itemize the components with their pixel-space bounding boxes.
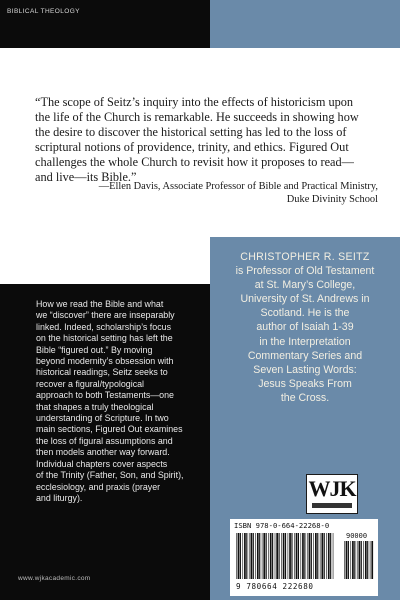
barcode-bar [272, 533, 273, 579]
barcode-bar [352, 541, 354, 579]
blurb-line: understanding of Scripture. In two [36, 413, 169, 424]
barcode-bar [236, 533, 237, 579]
barcode-bar [350, 541, 351, 579]
quote-line: and live—its Bible.” [35, 169, 137, 184]
barcode-bar [288, 533, 289, 579]
barcode-bar [296, 533, 298, 579]
quote-line: challenges the whole Church to revisit how it proposes to read— [35, 154, 354, 169]
attribution-affiliation: Duke Divinity School [286, 194, 378, 206]
barcode-bar [321, 533, 323, 579]
barcode-bar [270, 533, 272, 579]
barcode-bar [259, 533, 260, 579]
barcode-bar [317, 533, 318, 579]
quote-line: the life of the Church is remarkable. He succeeds in showing how [35, 109, 359, 124]
barcode-bar [315, 533, 317, 579]
barcode-bar [275, 533, 276, 579]
barcode-bar [257, 533, 259, 579]
blurb-line: of the Trinity (Father, Son, and Spirit), [36, 470, 184, 481]
barcode-bar [276, 533, 278, 579]
barcode-bars [236, 533, 336, 579]
barcode-bar [249, 533, 250, 579]
blurb-line: beyond modernity’s obsession with [36, 356, 174, 367]
author-bio-line: author of Isaiah 1-39 [256, 321, 354, 334]
blurb-line: and liturgy). [36, 492, 83, 503]
barcode-bar [309, 533, 311, 579]
barcode-bar [289, 533, 291, 579]
barcode-bar [326, 533, 327, 579]
barcode-bar [255, 533, 256, 579]
blurb-line: How we read the Bible and what [36, 299, 164, 309]
author-bio-line: the Cross. [280, 391, 330, 404]
author-name: CHRISTOPHER R. SEITZ [240, 251, 370, 263]
blurb-line: main sections, Figured Out examines [36, 424, 183, 435]
barcode-bar [328, 533, 330, 579]
blurb-line: the loss of figural assumptions and [36, 435, 173, 446]
book-description [36, 299, 204, 504]
barcode-bar [238, 533, 240, 579]
publisher-logo [306, 474, 358, 514]
barcode-bar [285, 533, 286, 579]
barcode-bar [242, 533, 243, 579]
barcode-bar [370, 541, 371, 579]
blurb-line: on the historical setting has left the [36, 333, 173, 344]
quote-line: the desire to discover the historical setting has led to the loss of [35, 124, 347, 139]
blurb-line: Bible “figured out.” By moving [36, 344, 153, 355]
author-bio-line: in the Interpretation [259, 335, 351, 348]
price-code: 90000 [346, 532, 368, 540]
barcode-bar [279, 533, 280, 579]
barcode-bar [263, 533, 265, 579]
author-bio-line: University of St. Andrews in [240, 293, 370, 306]
publisher-logo-mark: WJK [308, 476, 356, 501]
author-bio-line: at St. Mary’s College, [254, 279, 356, 292]
barcode-bar [266, 533, 267, 579]
barcode-bar [281, 533, 282, 579]
blurb-line: approach to both Testaments—one [36, 390, 174, 401]
barcode-bar [324, 533, 325, 579]
quote-attribution [48, 180, 378, 206]
barcode-bar [357, 541, 358, 579]
blurb-line: then models another way forward. [36, 447, 170, 458]
attribution-name: —Ellen Davis, Associate Professor of Bible and Practical Ministry, [98, 181, 378, 192]
barcode-bar [367, 541, 368, 579]
barcode-bar [361, 541, 362, 579]
barcode-bar [320, 533, 321, 579]
barcode-addon-bars [344, 541, 374, 579]
barcode-bar [354, 541, 355, 579]
barcode-bar [301, 533, 302, 579]
author-bio-line: Commentary Series and [247, 349, 363, 362]
blurb-line: recover a figural/typological [36, 378, 145, 389]
barcode-bar [346, 541, 348, 579]
barcode-bar [246, 533, 247, 579]
author-bio-line: Seven Lasting Words: [253, 363, 357, 376]
barcode-bar [333, 533, 334, 579]
barcode-bar [244, 533, 246, 579]
barcode-bar [359, 541, 361, 579]
top-black-band [0, 0, 210, 48]
series-label: BIBLICAL THEOLOGY [7, 8, 80, 15]
blurb-line: linked. Indeed, scholarship’s focus [36, 321, 172, 332]
author-bio [214, 250, 396, 405]
publisher-url: www.wjkacademic.com [18, 575, 91, 582]
barcode-bar [283, 533, 285, 579]
author-bio-line: Scotland. He is the [260, 307, 350, 320]
barcode-bar [330, 533, 331, 579]
isbn-text: ISBN 978-0-664-22268-0 [234, 521, 330, 530]
barcode-bar [251, 533, 253, 579]
blurb-line: that shapes a truly theological [36, 401, 154, 412]
barcode-bar [302, 533, 304, 579]
barcode-bar [294, 533, 295, 579]
barcode-bar [313, 533, 314, 579]
barcode-bar [344, 541, 345, 579]
barcode-bar [371, 541, 373, 579]
author-bio-line: Jesus Speaks From [258, 377, 352, 390]
blurb-line: Individual chapters cover aspects [36, 458, 168, 469]
barcode-bar [262, 533, 263, 579]
top-blue-band [210, 0, 400, 48]
barcode-bar [304, 533, 305, 579]
isbn-barcode [230, 519, 378, 596]
endorsement-quote [35, 95, 377, 184]
quote-line: scriptural notions of providence, trinity, and ethics. Figured Out [35, 139, 349, 154]
barcode-bar [348, 541, 349, 579]
barcode-bar [240, 533, 241, 579]
barcode-bar [253, 533, 254, 579]
barcode-bar [268, 533, 269, 579]
barcode-bar [365, 541, 367, 579]
blurb-line: ecclesiology, and praxis (prayer [36, 481, 161, 492]
barcode-bar [311, 533, 312, 579]
blurb-line: historical readings, Seitz seeks to [36, 367, 168, 378]
barcode-bar [291, 533, 292, 579]
barcode-digits: 9 780664 222680 [236, 582, 314, 591]
blurb-line: we “discover” there are inseparably [36, 310, 175, 321]
quote-line: “The scope of Seitz’s inquiry into the effects of historicism upon [35, 95, 354, 109]
barcode-bar [298, 533, 299, 579]
publisher-logo-bar [312, 503, 352, 508]
author-bio-line: is Professor of Old Testament [235, 265, 375, 278]
barcode-bar [363, 541, 364, 579]
barcode-bar [307, 533, 308, 579]
